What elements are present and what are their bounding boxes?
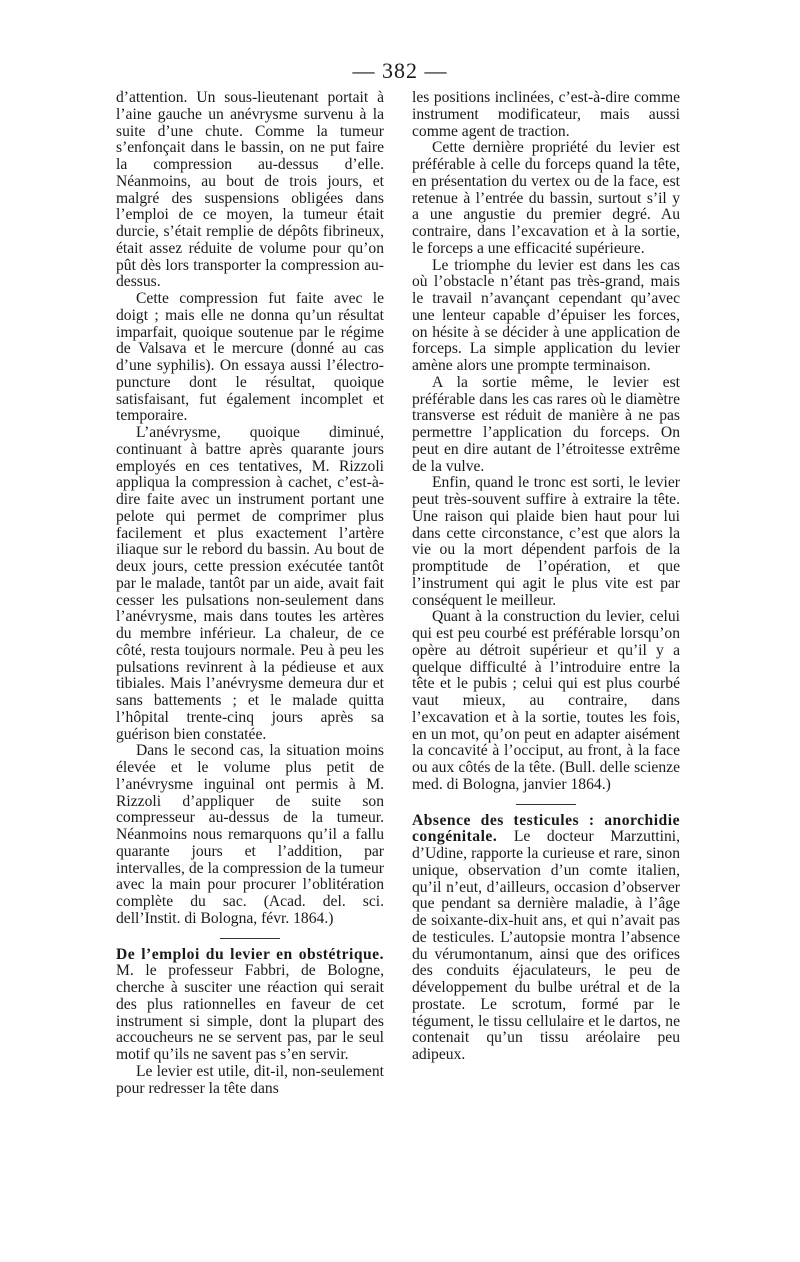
section-paragraph <box>412 813 680 1064</box>
paragraph: Dans le second cas, la situation moins élevée et le volume plus petit de l’anévrysme inguinal ont permis à M. Rizzoli d’appliquer de suite son compresseur au-dessus de la tumeur. Néanmoins nous remarquons qu’il a fallu quarante jours et l’addition, par intervalles, de la compression de la tumeur avec la main pour procurer l’oblitération complète du sac. (Acad. del. sci. dell’Instit. di Bologna, févr. 1864.) <box>116 742 384 927</box>
section-title: Absence des testicules : anorchidie congénitale. <box>412 811 680 846</box>
section-divider <box>516 804 576 805</box>
section-title: De l’emploi du levier en obstétrique. <box>116 945 384 963</box>
paragraph: Cette compression fut faite avec le doigt ; mais elle ne donna qu’un résultat imparfait, quoique soutenue par le régime de Valsava et le mercure (donné au cas d’une syphilis). On essaya aussi l’électro-puncture dont le résultat, quoique satisfaisant, fut également incomplet et temporaire. <box>116 290 384 425</box>
left-column <box>116 90 384 1097</box>
section-paragraph <box>116 947 384 1064</box>
section-text: M. le professeur Fabbri, de Bologne, cherche à susciter une réaction qui serait des plus rationnelles en faveur de cet instrument si simple, dont la plupart des accoucheurs ne se servent pas, par le seul motif qu’ils ne savent pas s’en servir. <box>116 962 384 1063</box>
page-number: — 382 — <box>352 58 448 83</box>
right-column <box>412 90 680 1064</box>
paragraph: A la sortie même, le levier est préférable dans les cas rares où le diamètre transverse est réduit de manière à ne pas permettre l’application du forceps. On peut en dire autant de l’étroitesse extrême de la vulve. <box>412 373 680 475</box>
section-divider <box>220 938 280 939</box>
paragraph: Enfin, quand le tronc est sorti, le levier peut très-souvent suffire à extraire la tête. Une raison qui plaide bien haut pour lui dans cette circonstance, c’est que alors la vie ou la mort dépendent parfois de la promptitude de l’opération, et que l’instrument qui agit le plus vite est par conséquent le meilleur. <box>412 474 680 609</box>
paragraph: d’attention. Un sous-lieutenant portait à l’aine gauche un anévrysme survenu à la suite d’une chute. Comme la tumeur s’enfonçait dans le bassin, on ne put faire la compression au-dessus d’elle. Néanmoins, au bout de trois jours, et malgré des suspensions obligées dans l’emploi de ce moyen, la tumeur était durcie, s’était remplie de dépôts fibrineux, était assez réduite de volume pour qu’on pût dès lors transporter la compression au-dessus. <box>116 89 384 291</box>
paragraph: Cette dernière propriété du levier est préférable à celle du forceps quand la tête, en présentation du vertex ou de la face, est retenue à l’entrée du bassin, surtout s’il y a une angustie du premier degré. Au contraire, dans l’excavation et à la sortie, le forceps a une efficacité supérieure. <box>412 139 680 257</box>
section-text: Le docteur Marzuttini, d’Udine, rapporte la curieuse et rare, sinon unique, observation d’un comte italien, qu’il n’eut, d’ailleurs, occasion d’observer que pendant sa dernière maladie, à l’âge de soixante-dix-huit ans, et qui n’avait pas de testicules. L’autopsie montra l’absence du vérumontanum, ainsi que des orifices des conduits éjaculateurs, le peu de développement du bulbe urétral et de la prostate. Le scrotum, formé par le tégument, le tissu cellulaire et le dartos, ne contenait qu’un tissu aréolaire peu adipeux. <box>412 828 680 1063</box>
paragraph: Quant à la construction du levier, celui qui est peu courbé est préférable lorsqu’on opère au détroit supérieur et qu’il y a quelque difficulté à l’introduire entre la tête et le pubis ; celui qui est plus courbé vaut mieux, au contraire, dans l’excavation et à la sortie, toutes les fois, en un mot, qu’on peut en adapter aisément la concavité à l’occiput, au front, à la face ou aux côtés de la tête. (Bull. delle scienze med. di Bologna, janvier 1864.) <box>412 608 680 793</box>
paragraph: Le triomphe du levier est dans les cas où l’obstacle n’étant pas très-grand, mais le travail n’avançant cependant qu’avec une lenteur capable d’épuiser les forces, on hésite à se décider à une application de forceps. La simple application du levier amène alors une prompte terminaison. <box>412 256 680 374</box>
paragraph: L’anévrysme, quoique diminué, continuant à battre après quarante jours employés en ces tentatives, M. Rizzoli appliqua la compression à cachet, c’est-à-dire faite avec un instrument portant une pelote qui permet de comprimer plus facilement et plus exactement l’artère iliaque sur le rebord du bassin. Au bout de deux jours, cette pression exécutée tantôt par le malade, tantôt par un aide, avait fait cesser les pulsations non-seulement dans l’anévrysme, mais dans toutes les artères du membre inférieur. La chaleur, de ce côté, resta toujours normale. Peu à peu les pulsations revinrent à la pédieuse et aux tibiales. Mais l’anévrysme demeura dur et sans battements ; et le malade quitta l’hôpital trente-cinq jours après sa guérison bien constatée. <box>116 424 384 743</box>
paragraph: les positions inclinées, c’est-à-dire comme instrument modificateur, mais aussi comme agent de traction. <box>412 89 680 140</box>
paragraph: Le levier est utile, dit-il, non-seulement pour redresser la tête dans <box>116 1062 384 1097</box>
